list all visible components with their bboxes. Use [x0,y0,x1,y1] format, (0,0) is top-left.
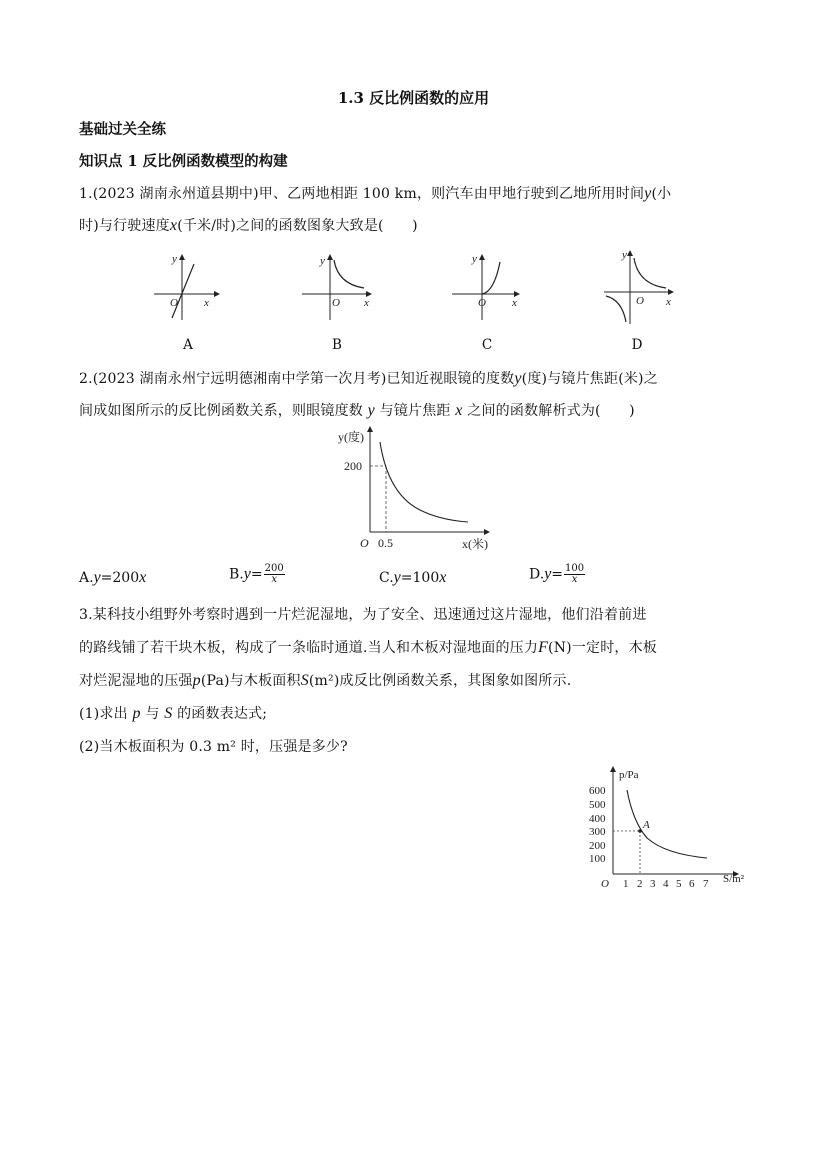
q3-sub1-var-p: p [132,705,141,722]
q1-a-y-label: y [172,253,177,265]
q1-a-origin: O [170,297,178,309]
q3-sub2: (2)当木板面积为 0.3 m² 时，压强是多少? [79,739,348,755]
q1-caption-a: A [183,337,193,353]
q1-c-x-label: x [512,297,517,309]
q2-option-c-eq: =100 [400,570,440,586]
q1-b-y-label: y [320,255,325,267]
q3-point-a-label: A [643,819,650,831]
q3-sub1-var-s: S [164,705,173,722]
q3-x-ticks [623,878,709,890]
q2-x-axis-label: x(米) [462,537,488,551]
q2-line2 [79,400,635,420]
q2-y-tick-200: 200 [344,459,362,473]
q3-sub1-text-c: 的函数表达式; [177,706,268,722]
q1-caption-d: D [631,337,643,353]
q3-text-2-end: (N)一定时，木板 [548,640,658,656]
section-heading: 基础过关全练 [79,121,166,138]
q2-text-2c: 之间的函数解析式为( ) [467,403,635,419]
knowledge-point-heading: 知识点 1 反比例函数模型的构建 [79,153,288,170]
q2-option-c-x: x [439,569,447,586]
q2-x-tick-05: 0.5 [378,536,393,550]
q3-sub1-text-b: 与 [145,706,160,722]
q2-chart [330,424,500,554]
q2-option-b[interactable] [229,564,285,585]
q3-x-tick-4: 4 [663,878,669,890]
q3-x-tick-1: 1 [623,878,629,890]
q2-option-d-letter: D. [529,566,545,583]
q3-text-3b: (Pa)与木板面积 [200,673,301,689]
q3-y-tick-300: 300 [589,826,606,838]
q1-caption-c: C [481,337,493,353]
q3-line2 [79,637,657,657]
q1-text-2b: (千米/时)之间的函数图象大致是( ) [177,218,418,234]
q3-text-3c: (m²)成反比例函数关系，其图象如图所示. [308,673,572,689]
q3-var-f: F [538,639,549,656]
q1-line2 [79,215,418,235]
q2-option-a-letter: A. [79,570,94,586]
q1-d-y-label: y [622,249,627,261]
q1-b-origin: O [332,297,340,309]
q2-option-b-den: x [271,574,277,585]
q1-a-x-label: x [204,297,209,309]
q3-sub1-text-a: (1)求出 [79,706,128,722]
q3-text-2: 的路线铺了若干块木板，构成了一条临时通道.当人和木板对湿地面的压力 [79,640,539,656]
q2-option-b-num: 200 [264,563,284,574]
q3-y-ticks [589,785,606,865]
q2-text-1: 2.(2023 湖南永州宁远明德湘南中学第一次月考)已知近视眼镜的度数 [79,371,515,387]
q3-y-axis-label: p/Pa [619,769,639,781]
q3-sub1 [79,703,267,723]
q2-option-b-fraction [264,564,285,585]
q2-text-2b: 与镜片焦距 [379,403,451,419]
q1-d-origin: O [636,295,644,307]
q1-text-2a: 时)与行驶速度 [79,218,170,234]
q1-text-1-end: (小 [651,186,672,202]
q2-option-a-var: y [93,569,101,586]
q3-x-tick-3: 3 [650,878,656,890]
q3-point-a [638,829,642,833]
q2-origin: O [360,536,369,550]
q1-d-x-label: x [666,296,671,308]
q2-option-a[interactable] [79,569,146,587]
q2-option-a-x: x [139,569,147,586]
q1-graph-d [600,246,682,326]
q1-var-y: y [644,185,652,202]
q2-option-a-eq: =200 [100,570,140,586]
q3-y-tick-400: 400 [589,813,606,825]
q2-var-x: x [455,402,463,419]
q3-y-tick-500: 500 [589,799,606,811]
q1-caption-b: B [332,337,342,353]
q1-text-1: 1.(2023 湖南永州道县期中)甲、乙两地相距 100 km，则汽车由甲地行驶到乙地所用时间 [79,186,645,202]
q3-x-axis-label: S/m² [723,873,745,885]
q3-x-tick-5: 5 [676,878,682,890]
q2-option-c[interactable] [379,569,446,587]
q2-y-axis-label: y(度) [338,430,364,444]
q2-line1 [79,368,658,388]
q1-graph-b [298,250,378,322]
q2-option-b-letter: B. [229,566,244,583]
q3-origin: O [601,878,609,890]
q3-y-tick-600: 600 [589,785,606,797]
q2-option-d-fraction [564,564,585,585]
q2-option-c-letter: C. [379,570,394,586]
q1-b-x-label: x [364,297,369,309]
q2-option-c-var: y [393,569,401,586]
q3-var-s: S [300,672,309,689]
q3-line3 [79,670,571,690]
q2-var-y2: y [367,402,375,419]
q2-option-d-var: y [544,565,552,583]
q3-y-tick-100: 100 [589,853,606,865]
q2-text-1-end: (度)与镜片焦距(米)之 [521,371,658,387]
q1-graph-a [148,250,228,322]
q2-option-b-var: y [243,565,251,583]
q3-x-tick-6: 6 [689,878,695,890]
q3-text-3a: 对烂泥湿地的压强 [79,673,193,689]
q2-option-b-eq: = [250,566,263,583]
q3-line1: 3.某科技小组野外考察时遇到一片烂泥湿地，为了安全、迅速通过这片湿地，他们沿着前进 [79,607,647,623]
q1-line1 [79,183,671,203]
q3-chart [585,764,755,894]
q3-y-tick-200: 200 [589,840,606,852]
q2-option-d[interactable] [529,564,585,585]
q2-option-d-eq: = [551,566,564,583]
page-title: 1.3 反比例函数的应用 [337,89,490,107]
q3-x-tick-2: 2 [637,878,643,890]
q3-x-tick-7: 7 [703,878,709,890]
q2-option-d-den: x [571,574,578,585]
q1-graph-c [448,250,528,322]
q2-option-d-num: 100 [565,563,585,574]
q3-var-p: p [192,672,201,689]
q1-c-origin: O [478,297,486,309]
q1-var-x: x [169,217,178,234]
q1-c-y-label: y [472,253,477,265]
q2-var-y: y [514,370,522,387]
q2-text-2a: 间成如图所示的反比例函数关系，则眼镜度数 [79,403,363,419]
